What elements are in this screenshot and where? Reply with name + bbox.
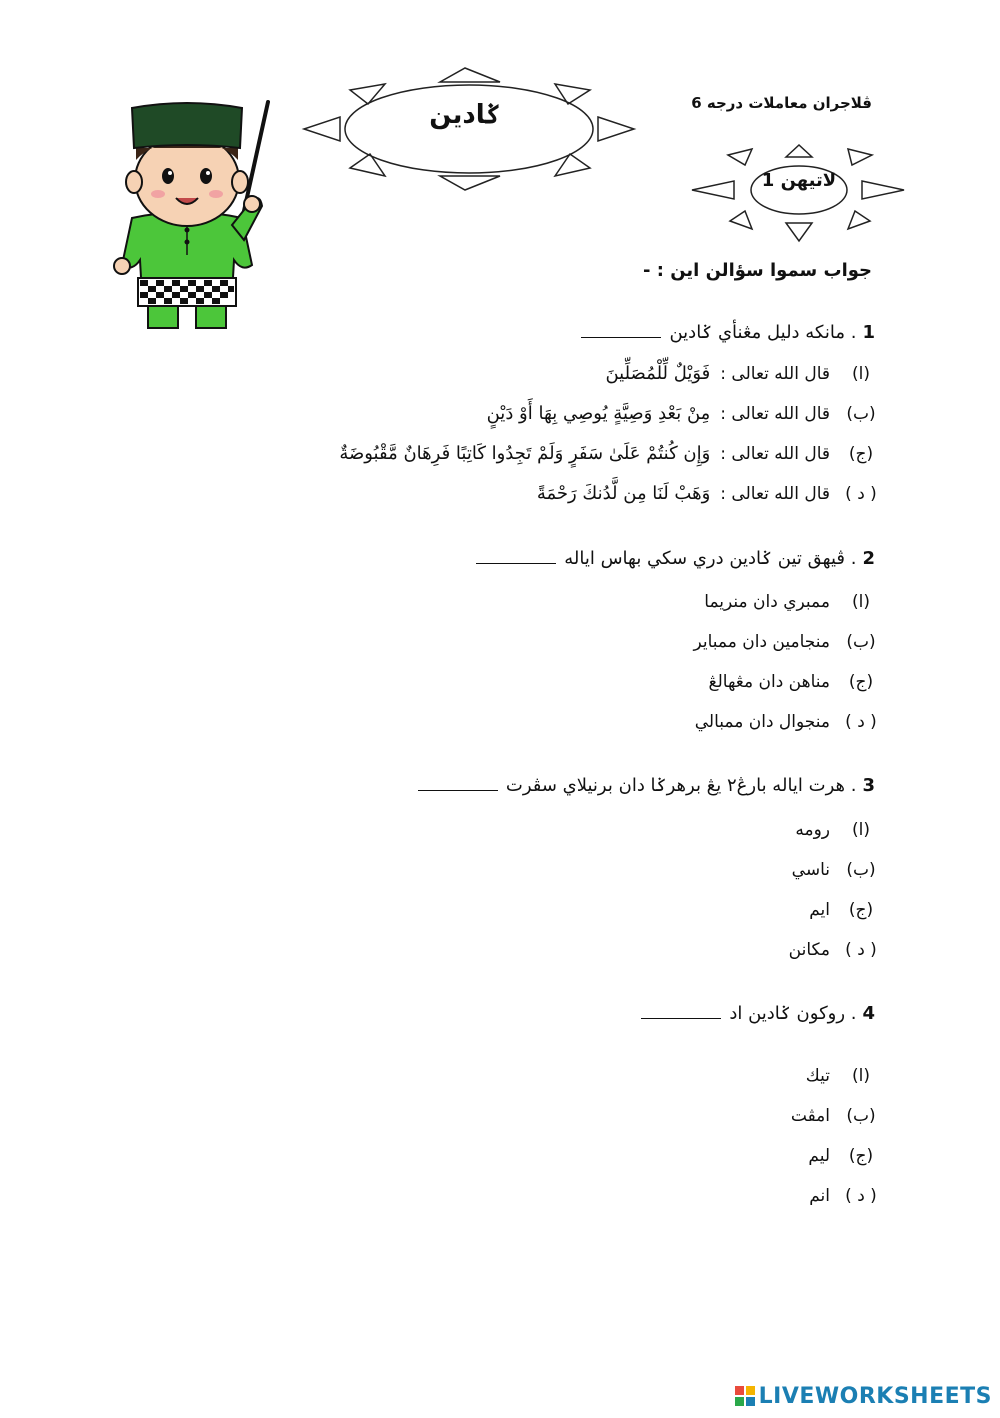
exercise-title: لاتيهن 1	[761, 170, 837, 191]
option-prefix: قال الله تعالى :	[720, 404, 830, 424]
option-row[interactable]	[809, 1186, 878, 1206]
question-4	[641, 1003, 875, 1024]
liveworksheets-logo	[735, 1382, 992, 1410]
option-row[interactable]	[695, 712, 878, 732]
option-prefix: قال الله تعالى :	[720, 364, 830, 384]
question-text: . ڤيهق تين ݢادين دري سكي بهاس اياله	[564, 548, 857, 569]
option-verse: وَهَبْ لَنَا مِن لَّدُنكَ رَحْمَةً	[536, 483, 711, 504]
option-verse: مِنْ بَعْدِ وَصِيَّةٍ يُوصِي بِهَا أَوْ دَيْنٍ	[486, 403, 711, 424]
option-text: ليم	[808, 1146, 830, 1166]
option-letter: (ج)	[848, 1146, 874, 1166]
option-letter: (ا)	[852, 592, 870, 612]
question-2	[476, 548, 875, 569]
option-row[interactable]	[809, 900, 878, 920]
answer-blank[interactable]	[418, 776, 498, 791]
option-row[interactable]	[789, 940, 878, 960]
option-letter: (ج)	[848, 900, 874, 920]
option-row[interactable]	[487, 403, 878, 424]
option-row[interactable]	[339, 443, 878, 464]
option-row[interactable]	[605, 363, 878, 384]
question-text: . مانكه دليل مڠنأي ݢادين	[669, 322, 857, 343]
option-row[interactable]	[795, 820, 878, 840]
option-letter: ( د )	[845, 940, 877, 960]
liveworksheets-logo-icon	[735, 1386, 755, 1406]
option-letter: (ا)	[852, 820, 870, 840]
question-number: 2	[862, 548, 875, 569]
option-text: ايم	[809, 900, 830, 920]
option-row[interactable]	[709, 672, 878, 692]
option-prefix: قال الله تعالى :	[720, 484, 830, 504]
instruction-text: جواب سموا سؤالن اين : -	[643, 260, 872, 281]
option-text: امڤت	[790, 1106, 830, 1126]
worksheet-title: ݢادين	[429, 100, 501, 130]
option-letter: (ا)	[852, 364, 870, 384]
subject-title: ڤلاجران معاملات درجه 6	[691, 94, 872, 112]
teacher-character-illustration	[92, 90, 282, 338]
option-row[interactable]	[704, 592, 878, 612]
question-number: 1	[862, 322, 875, 343]
answer-blank[interactable]	[641, 1004, 721, 1019]
option-text: مناهن دان مڠهالڠ	[708, 672, 830, 692]
answer-blank[interactable]	[581, 323, 661, 338]
option-text: ناسي	[791, 860, 830, 880]
option-letter: ( د )	[845, 1186, 877, 1206]
option-letter: ( د )	[845, 712, 877, 732]
option-letter: (ج)	[848, 672, 874, 692]
option-text: تيك	[805, 1066, 830, 1086]
option-row[interactable]	[792, 860, 878, 880]
option-row[interactable]	[537, 483, 878, 504]
option-row[interactable]	[808, 1146, 878, 1166]
brand-name: LIVEWORKSHEETS	[758, 1383, 992, 1409]
question-1	[581, 322, 875, 343]
option-text: رومه	[795, 820, 830, 840]
question-text: . روكون ݢادين اد	[729, 1003, 857, 1024]
option-letter: (ب)	[846, 632, 876, 652]
question-3	[418, 775, 875, 796]
question-number: 3	[862, 775, 875, 796]
option-text: ممبري دان منريما	[704, 592, 830, 612]
option-text: منجامين دان ممباير	[693, 632, 830, 652]
option-row[interactable]	[806, 1066, 878, 1086]
question-number: 4	[862, 1003, 875, 1024]
option-row[interactable]	[791, 1106, 878, 1126]
option-text: انم	[809, 1186, 830, 1206]
option-letter: (ا)	[852, 1066, 870, 1086]
option-letter: (ج)	[848, 444, 874, 464]
option-text: مكانن	[788, 940, 830, 960]
option-letter: ( د )	[845, 484, 877, 504]
option-verse: وَإِن كُنتُمْ عَلَىٰ سَفَرٍ وَلَمْ تَجِدُوا كَاتِبًا فَرِهَانٌ مَّقْبُوضَةٌ	[339, 443, 711, 464]
option-row[interactable]	[693, 632, 878, 652]
question-text: . هرت اياله بارڠ٢ يڠ برهرݢا دان برنيلاي سڤرت	[505, 775, 857, 796]
option-letter: (ب)	[846, 404, 876, 424]
answer-blank[interactable]	[476, 549, 556, 564]
option-verse: فَوَيْلٌ لِّلْمُصَلِّينَ	[605, 363, 711, 384]
option-letter: (ب)	[846, 860, 876, 880]
option-letter: (ب)	[846, 1106, 876, 1126]
option-prefix: قال الله تعالى :	[720, 444, 830, 464]
option-text: منجوال دان ممبالي	[694, 712, 830, 732]
